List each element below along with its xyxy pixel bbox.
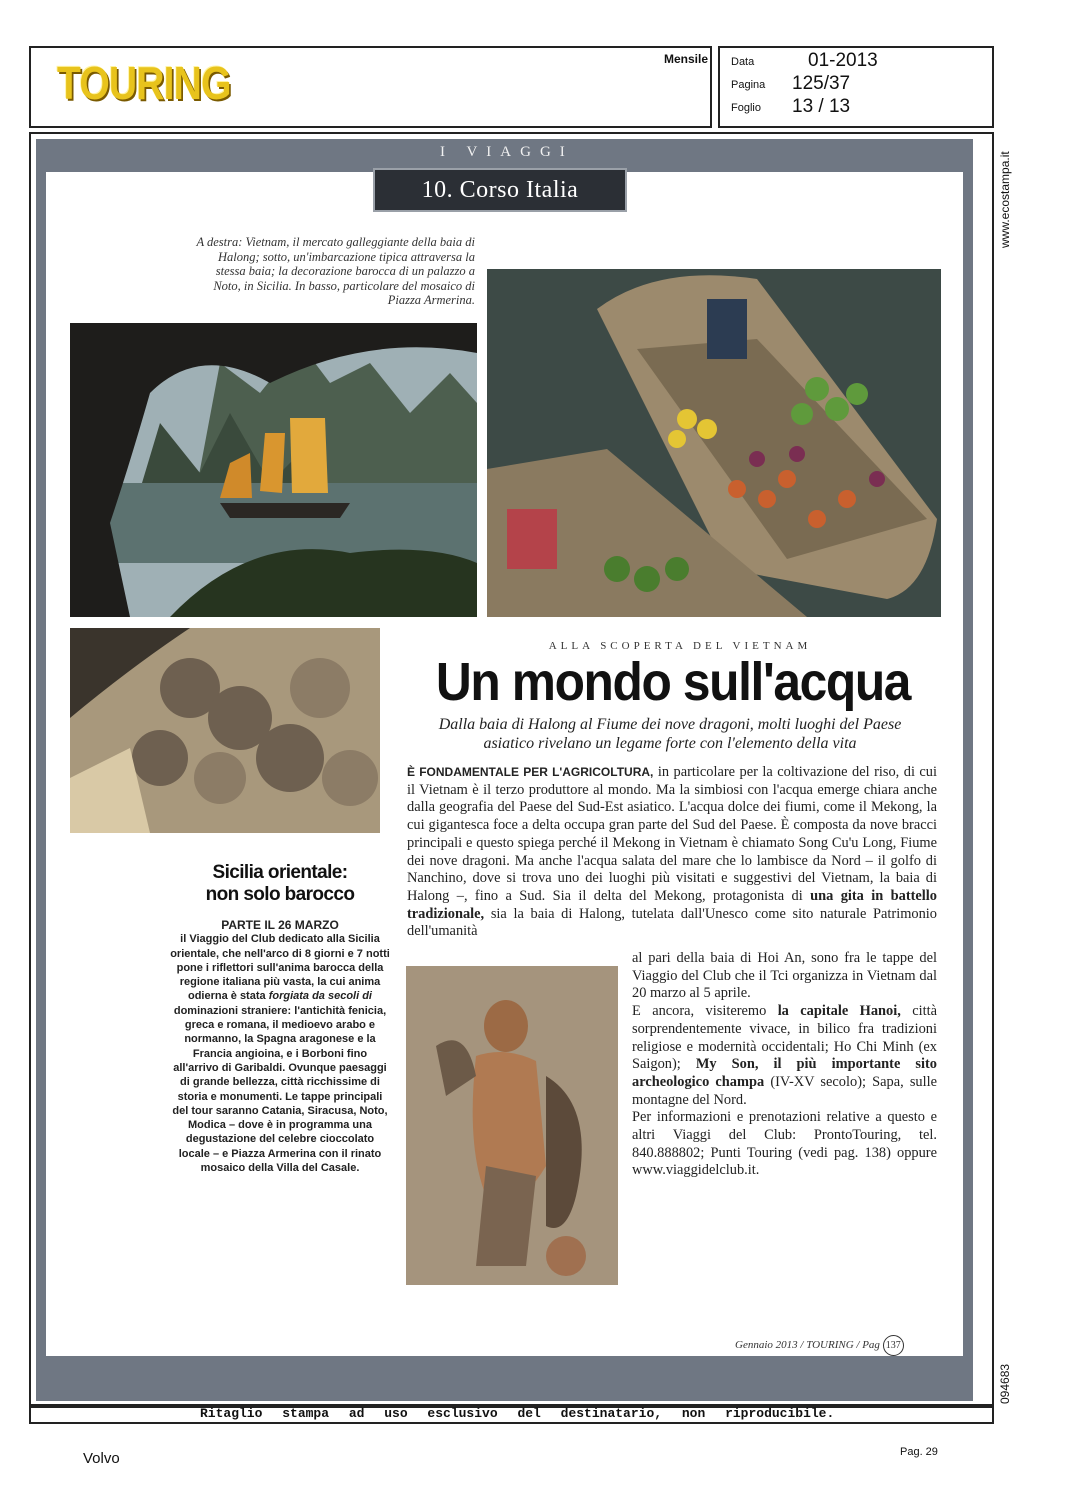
sidebar-title [170, 862, 390, 906]
halong-bay-photo [70, 323, 477, 617]
article-body-1: in particolare per la coltivazione del riso, di cui il Vietnam è il terzo produttore al mondo. Ma la simbiosi con l'acqua emerge chiara anche dalla geografia del Paese del Sud-Est asiatico. L'acqua dolce dei fiumi, come il Mekong, la cui gigantesca foce a delta occupa gran parte del Sud del Paese. È composta da nove bracci principali e questo spiega perché il Mekong in Vietnam è chiamato Song Cu'u Long, Fiume dei nove dragoni. Ma anche l'acqua salata del mare che lo lambisce da Nord – il golfo di Nanchino, dove si trova uno dei luoghi più visitati e suggestivi del Vietnam, la baia di Halong –, fino a Sud. Sia il delta del Mekong, protagonista di [407, 764, 937, 904]
page-value: 125/37 [792, 73, 851, 94]
article-paragraph-2 [632, 1003, 937, 1109]
article-body-5: città sorprendentemente vivace, in bilico fra tradizioni religiose e modernità occidentali; Ho Chi Minh (ex Saigon); [632, 1003, 937, 1073]
article-kicker: ALLA SCOPERTA DEL VIETNAM [548, 640, 812, 652]
sidebar-text-1: il Viaggio del Club dedicato alla Sicilia orientale, che nell'arco di 8 giorni e 7 notti pone i riflettori sull'anima barocca della regione italiana più vasta, la cui anima odierna è stata [170, 933, 390, 1003]
halong-bay-image [70, 323, 477, 617]
page-folio [735, 1335, 904, 1356]
sheet-value: 13 / 13 [792, 96, 851, 117]
sidebar-text-italic: forgiata da secoli di [268, 990, 372, 1003]
sidebar-text [170, 918, 390, 1175]
touring-logo: TOURING [57, 57, 231, 109]
article-body-right [632, 950, 937, 1180]
date-label: Data [731, 56, 755, 68]
side-code: 094683 [998, 1363, 1012, 1404]
noto-baroque-image [70, 628, 380, 833]
article-body-2: sia la baia di Halong, tutelata dall'Unesco come sito naturale Patrimonio dell'umanità [407, 905, 937, 940]
article-bold-2: la capitale Hanoi, [777, 1003, 901, 1020]
section-title: I VIAGGI [440, 144, 574, 160]
article-bold-1: una gita in battello tradizionale, [407, 887, 937, 922]
folio-page-number: 137 [883, 1335, 904, 1356]
article-bold-3: My Son, il più importante sito archeologico champa [632, 1056, 937, 1090]
section-banner: 10. Corso Italia [373, 168, 627, 212]
article-body-top [407, 764, 937, 941]
sidebar-title-line-2: non solo barocco [205, 884, 355, 905]
notice-text: Ritaglio stampa ad uso esclusivo del destinatario, non riproducibile. [200, 1406, 835, 1421]
article-body-6: (IV-XV secolo); Sapa, sulle montagne del Nord. [632, 1073, 938, 1108]
article-deck: Dalla baia di Halong al Fiume dei nove dragoni, molti luoghi del Paese asiatico rivelano un legame forte con l'elemento della vita [438, 716, 902, 752]
floating-market-photo [487, 269, 941, 617]
advertiser-name: Volvo [83, 1450, 120, 1467]
sidebar-lead: PARTE IL 26 MARZO [221, 918, 339, 932]
article-body-3: al pari della baia di Hoi An, sono fra le tappe del Viaggio del Club che il Tci organizza in Vietnam dal 20 marzo al 5 aprile. [632, 950, 937, 1002]
sheet-label: Foglio [731, 102, 761, 114]
article-headline: Un mondo sull'acqua [435, 652, 911, 712]
mosaic-photo [406, 966, 618, 1285]
folio-text: Gennaio 2013 / TOURING / Pag [735, 1339, 880, 1351]
article-lead: È FONDAMENTALE PER L'AGRICOLTURA, [407, 765, 654, 779]
frequency-label: Mensile [664, 52, 709, 66]
sidebar-text-2: dominazioni straniere: l'antichità fenicia, greca e romana, il medioevo arabo e normanno, la Spagna aragonese e la Francia angioina, e i Borboni fino all'arrivo di Garibaldi. Ovunque paesaggi di grande bellezza, città ricchissime di storia e monumenti. Le tappe principali del tour saranno Catania, Siracusa, Noto, Modica – dove è in programma una degustazione del celebre cioccolato locale – e Piazza Armerina con il rinato mosaico della Villa del Casale. [172, 1004, 388, 1175]
floating-market-image [487, 269, 941, 617]
date-value: 01-2013 [808, 50, 878, 71]
page-label: Pagina [731, 79, 766, 91]
article-body-4: E ancora, visiteremo [632, 1003, 778, 1020]
side-url: www.ecostampa.it [998, 151, 1012, 248]
mosaic-image [406, 966, 618, 1285]
photo-caption: A destra: Vietnam, il mercato galleggiante della baia di Halong; sotto, un'imbarcazione tipica attraversa la stessa baia; la decorazione barocca di un palazzo a Noto, in Sicilia. In basso, particolare del mosaico di Piazza Armerina. [196, 235, 475, 307]
noto-baroque-photo [70, 628, 380, 833]
sidebar-title-line-1: Sicilia orientale: [212, 862, 348, 883]
footer-page-number: Pag. 29 [900, 1446, 938, 1458]
article-body-7: Per informazioni e prenotazioni relative a questo e altri Viaggi del Club: ProntoTouring, tel. 840.888802; Punti Touring (vedi pag. 138) oppure www.viaggidelclub.it. [632, 1109, 937, 1179]
